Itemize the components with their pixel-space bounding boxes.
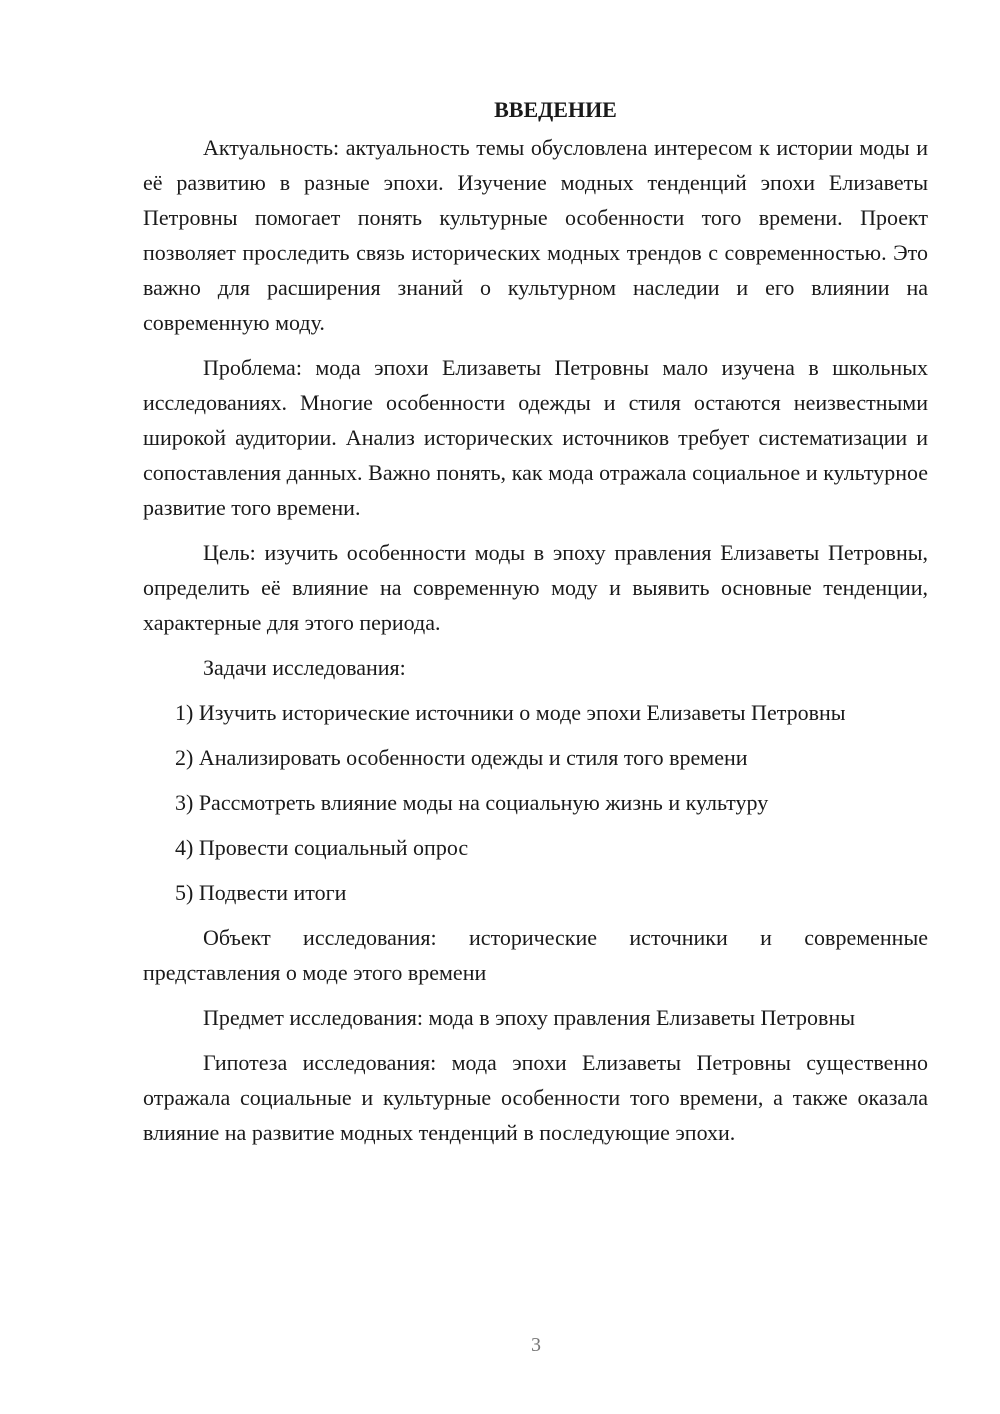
tasks-heading: Задачи исследования:: [203, 655, 406, 680]
page-number: 3: [531, 1334, 541, 1356]
object-paragraph: Объект исследования: исторические источники и современные представления о моде этого времени: [143, 925, 928, 985]
task-item: 3) Рассмотреть влияние моды на социальную жизнь и культуру: [175, 790, 769, 815]
document-page: [143, 94, 928, 1160]
task-item: 2) Анализировать особенности одежды и стиля того времени: [175, 745, 748, 770]
task-item: 5) Подвести итоги: [175, 880, 347, 905]
problem-paragraph: Проблема: мода эпохи Елизаветы Петровны мало изучена в школьных исследованиях. Многие особенности одежды и стиля остаются неизвестными широкой аудитории. Анализ исторических источников требует систематизации и сопоставления данных. Важно понять, как мода отражала социальное и культурное развитие того времени.: [143, 355, 928, 520]
task-item: 4) Провести социальный опрос: [175, 835, 469, 860]
goal-paragraph: Цель: изучить особенности моды в эпоху правления Елизаветы Петровны, определить её влияние на современную моду и выявить основные тенденции, характерные для этого периода.: [143, 540, 928, 635]
hypothesis-paragraph: Гипотеза исследования: мода эпохи Елизаветы Петровны существенно отражала социальные и культурные особенности того времени, а также оказала влияние на развитие модных тенденций в последующие эпохи.: [143, 1050, 928, 1145]
page-title: ВВЕДЕНИЕ: [494, 97, 617, 122]
task-item: 1) Изучить исторические источники о моде эпохи Елизаветы Петровны: [175, 700, 846, 725]
subject-paragraph: Предмет исследования: мода в эпоху правления Елизаветы Петровны: [203, 1005, 855, 1030]
relevance-paragraph: Актуальность: актуальность темы обусловлена интересом к истории моды и её развитию в разные эпохи. Изучение модных тенденций эпохи Елизаветы Петровны помогает понять культурные особенности того времени. Проект позволяет проследить связь исторических модных трендов с современностью. Это важно для расширения знаний о культурном наследии и его влиянии на современную моду.: [143, 135, 928, 335]
